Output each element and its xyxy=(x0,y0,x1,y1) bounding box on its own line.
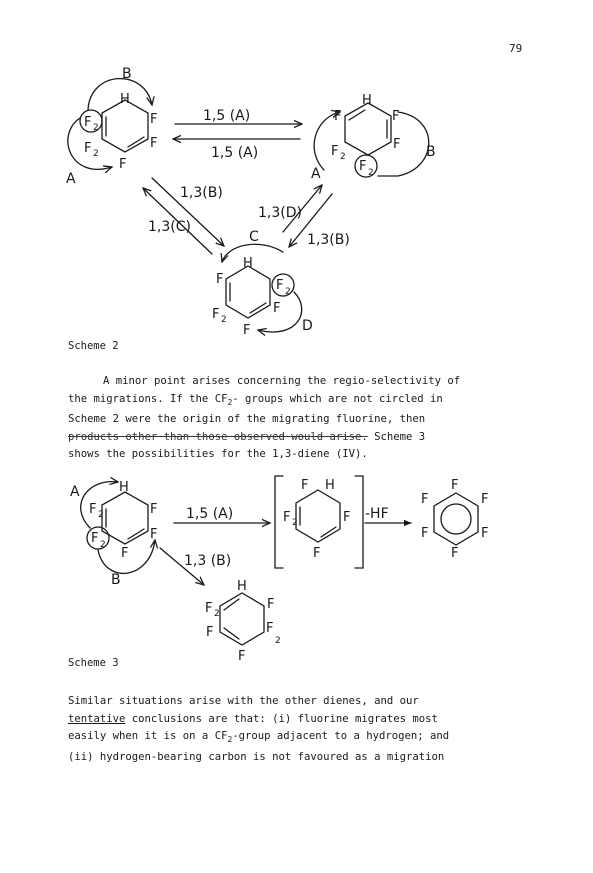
s3-int-f-bottom: F xyxy=(313,546,321,561)
benzene-f3: F xyxy=(481,526,489,541)
ring2-f-top-left: F xyxy=(334,109,342,124)
scheme2-curve-d: D xyxy=(302,318,313,334)
scheme2-curve-c: C xyxy=(249,229,259,245)
s3-label-down: 1,3 (B) xyxy=(184,553,232,569)
s3-ring1-f-right-top: F xyxy=(150,502,158,517)
scheme2-label-top-reverse: 1,5 (A) xyxy=(211,145,259,161)
ring3-f-bottom: F xyxy=(243,323,251,338)
p2-line1: Similar situations arise with the other dienes, and our xyxy=(68,695,419,707)
ring3-f-bottom-left-sub: 2 xyxy=(221,315,227,325)
ring1-f-left: F xyxy=(84,141,92,156)
s3-ring1-f-left-sub: 2 xyxy=(98,510,104,520)
s3-ring1-f-left: F xyxy=(89,502,97,517)
p1-line5: shows the possibilities for the 1,3-diene (IV). xyxy=(68,448,368,461)
ring3-f-bottom-left: F xyxy=(212,307,220,322)
s3-int-f-left: F xyxy=(283,510,291,525)
s3-int-h-top: H xyxy=(325,478,335,493)
ring1-f-right-bottom: F xyxy=(150,136,158,151)
scheme3-product xyxy=(205,579,281,664)
ring3-f-left: F xyxy=(216,272,224,287)
scheme2-label-left-down: 1,3(B) xyxy=(180,185,223,201)
p1-line3: Scheme 2 were the origin of the migrating fluorine, then xyxy=(68,413,426,426)
scheme2-caption: Scheme 2 xyxy=(68,340,119,352)
ring1-f-bottom: F xyxy=(119,157,127,172)
benzene-f5: F xyxy=(421,526,429,541)
scheme2-label-right-down: 1,3(D) xyxy=(258,205,302,221)
ring3-f-circled: F xyxy=(276,278,284,293)
s3-ring1-f-circled: F xyxy=(91,531,99,546)
scheme2-ring1 xyxy=(66,66,157,187)
benzene-f4: F xyxy=(451,546,459,561)
scheme3-ring1 xyxy=(70,480,157,588)
scheme2-label-top-forward: 1,5 (A) xyxy=(203,108,251,124)
scheme2-label-left-up: 1,3(C) xyxy=(148,219,191,235)
prod-f-left: F xyxy=(205,601,213,616)
ring1-f-circled-sub: 2 xyxy=(93,123,99,133)
s3-int-f-right: F xyxy=(343,510,351,525)
p2-line4: (ii) hydrogen-bearing carbon is not favoured as a migration xyxy=(68,750,445,763)
scheme2-ring2 xyxy=(311,93,436,182)
ring1-f-circled: F xyxy=(84,115,92,130)
prod-f-right-bottom: F xyxy=(266,621,274,636)
scheme2-ring3 xyxy=(212,229,313,338)
s3-ring1-h: H xyxy=(119,480,129,495)
paragraph-2 xyxy=(68,693,508,766)
p1-line4: products other than those observed would arise. Scheme 3 xyxy=(68,430,426,443)
prod-f-left-sub: 2 xyxy=(214,609,220,619)
ring2-f-top-right: F xyxy=(392,109,400,124)
s3-label-forward: 1,5 (A) xyxy=(186,506,234,522)
prod-f-left-bottom: F xyxy=(206,625,214,640)
p1-line1: A minor point arises concerning the regio-selectivity of xyxy=(103,375,461,387)
ring2-f-circled: F xyxy=(359,159,367,174)
ring2-f-circled-sub: 2 xyxy=(368,168,374,178)
ring2-f-left-sub: 2 xyxy=(340,152,346,162)
scheme3-caption: Scheme 3 xyxy=(68,657,119,669)
ring2-h: H xyxy=(362,93,372,108)
ring1-f-right-top: F xyxy=(150,112,158,127)
ring1-h: H xyxy=(120,92,130,107)
s3-curve-b: B xyxy=(111,572,121,588)
benzene-f1: F xyxy=(451,478,459,493)
scheme3-benzene xyxy=(421,478,488,561)
s3-ring1-f-bottom: F xyxy=(121,546,129,561)
s3-ring1-f-right-bottom: F xyxy=(150,527,158,542)
ring2-f-left: F xyxy=(331,144,339,159)
scheme2-curve-b2: B xyxy=(426,144,436,160)
ring2-f-right: F xyxy=(393,137,401,152)
ring1-f-left-sub: 2 xyxy=(93,149,99,159)
prod-h: H xyxy=(237,579,247,594)
ring3-f-right: F xyxy=(273,301,281,316)
s3-ring1-f-circled-sub: 2 xyxy=(100,540,106,550)
scheme2-curve-a1: A xyxy=(66,171,76,187)
ring3-h: H xyxy=(243,256,253,271)
prod-f-bottom: F xyxy=(238,649,246,664)
ring3-f-circled-sub: 2 xyxy=(285,287,291,297)
scheme2-curve-b1: B xyxy=(122,66,132,82)
benzene-f2: F xyxy=(481,492,489,507)
prod-f-right-bottom-sub: 2 xyxy=(275,636,281,646)
page-number: 79 xyxy=(509,42,523,55)
p1-line2: the migrations. If the $CF_2-$ groups which are not circled in xyxy=(68,392,443,407)
prod-f-right: F xyxy=(267,597,275,612)
s3-label-hf: -HF xyxy=(365,506,389,522)
scheme2-label-right-up: 1,3(B) xyxy=(307,232,350,248)
paragraph-1 xyxy=(68,373,508,464)
scheme3-bracket-intermediate xyxy=(275,476,363,568)
scheme2-curve-a2: A xyxy=(311,166,321,182)
s3-int-f-left-sub: 2 xyxy=(292,518,298,528)
s3-int-f-top: F xyxy=(301,478,309,493)
benzene-f6: F xyxy=(421,492,429,507)
p2-line3: easily when it is on a $CF_2$-group adjacent to a hydrogen; and xyxy=(68,730,450,745)
p2-line2: tentative conclusions are that: (i) fluorine migrates most xyxy=(68,712,438,725)
s3-curve-a: A xyxy=(70,484,80,500)
